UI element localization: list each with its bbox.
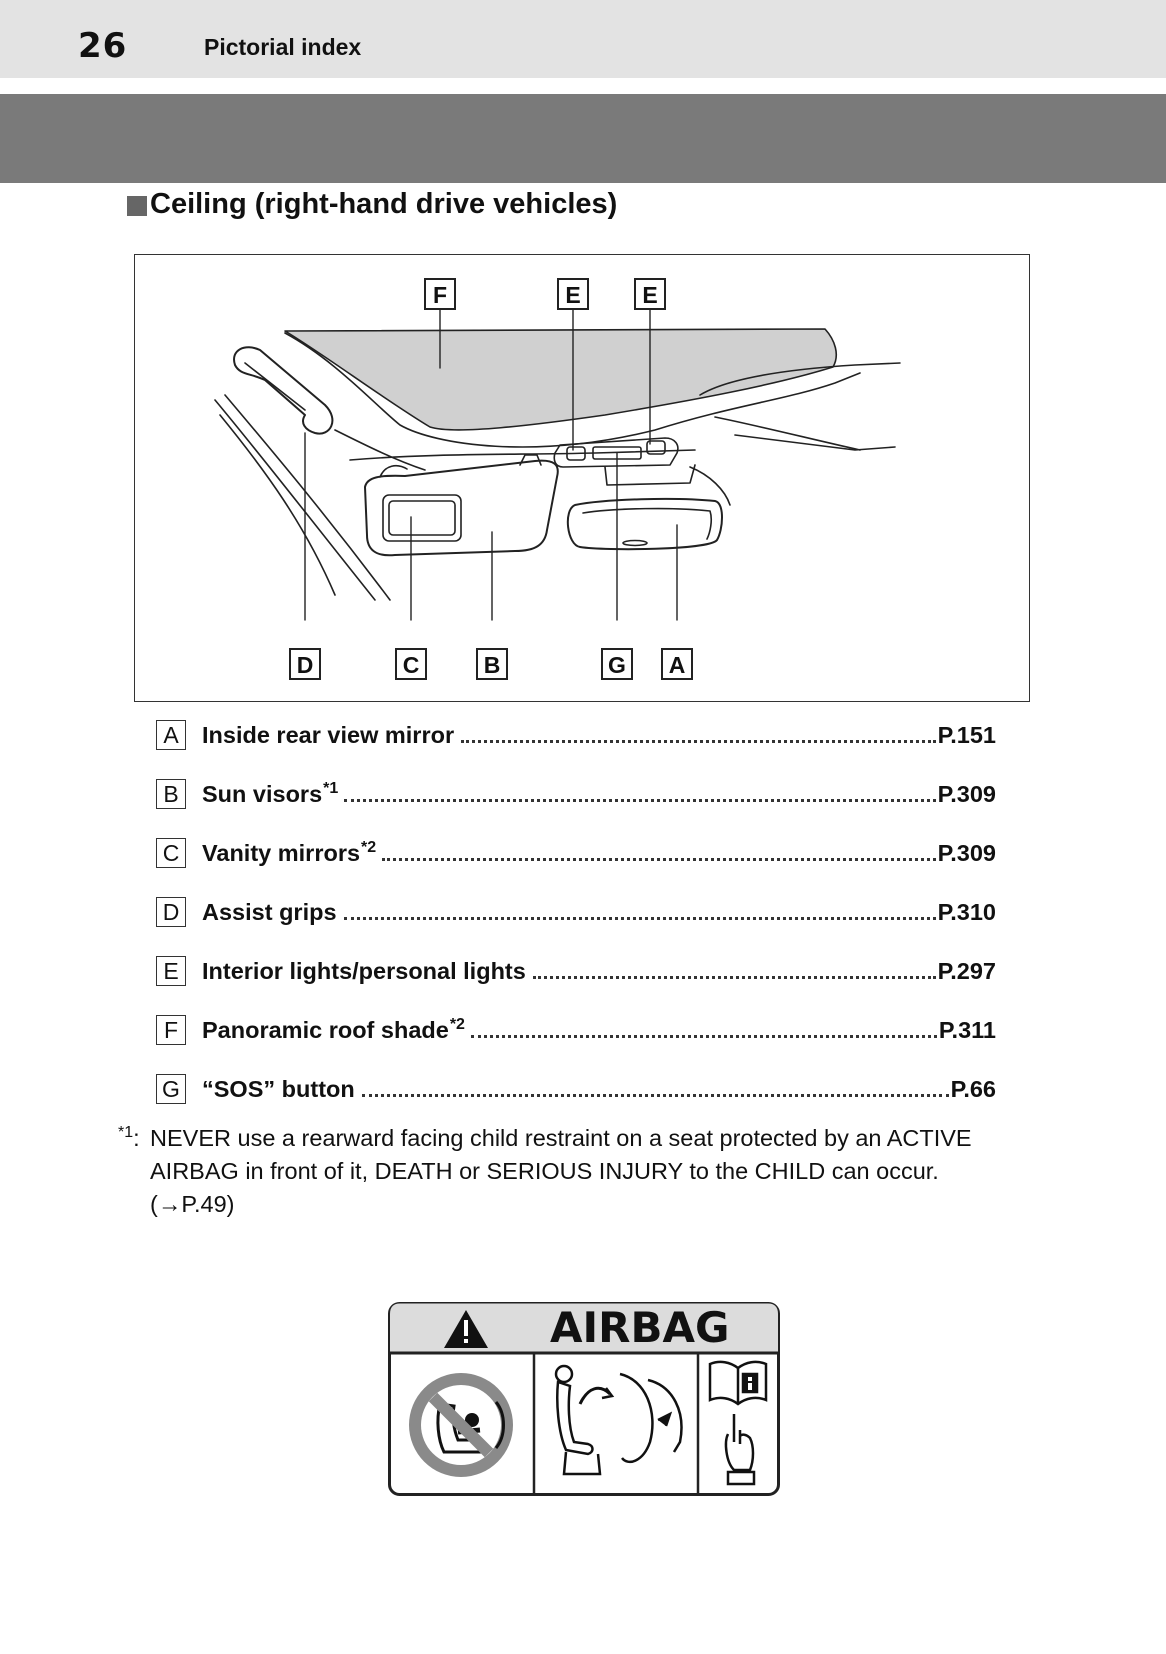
legend-label: Inside rear view mirror xyxy=(202,721,455,748)
legend-label: “SOS” button xyxy=(202,1075,355,1102)
page-number: 26 xyxy=(78,26,128,66)
legend-key: A xyxy=(156,720,186,750)
panoramic-roof-shade xyxy=(285,329,836,430)
legend-label: Panoramic roof shade$^{*2}$ xyxy=(202,1015,465,1043)
legend-item[interactable] xyxy=(156,777,996,811)
legend-key: B xyxy=(156,779,186,809)
figure-label-D: D xyxy=(289,648,321,680)
figure-label-C: C xyxy=(395,648,427,680)
legend-item[interactable] xyxy=(156,718,996,752)
page-reference: P.311 xyxy=(938,1016,996,1043)
leader-dots xyxy=(533,976,936,979)
page-reference: P.310 xyxy=(937,898,996,925)
assist-grip-inner xyxy=(245,363,305,410)
airbag-warning-label xyxy=(388,1302,780,1496)
ceiling-illustration xyxy=(134,254,1030,702)
page-reference: P.66 xyxy=(950,1075,996,1102)
leader-dots xyxy=(471,1035,937,1038)
legend-key: C xyxy=(156,838,186,868)
figure-label-G: G xyxy=(601,648,633,680)
airbag-title: AIRBAG xyxy=(550,1303,730,1352)
legend-item[interactable] xyxy=(156,895,996,929)
legend-label: Assist grips xyxy=(202,898,337,925)
figure-label-E-1: E xyxy=(557,278,589,310)
right-roof-edge xyxy=(715,417,860,450)
figure-label-A: A xyxy=(661,648,693,680)
legend-label: Interior lights/personal lights xyxy=(202,957,526,984)
headliner-curve xyxy=(335,430,425,470)
figure-label-E-2: E xyxy=(634,278,666,310)
page-reference: P.309 xyxy=(937,780,996,807)
legend-item[interactable] xyxy=(156,1013,996,1047)
section-bullet-icon xyxy=(127,196,147,216)
vanity-mirror xyxy=(383,495,461,541)
header-grey-band xyxy=(0,94,1166,183)
page-reference: P.151 xyxy=(937,721,996,748)
leader-dots xyxy=(344,917,936,920)
no-rear-facing-child-seat-icon xyxy=(409,1373,513,1477)
footnote-mark: $^{*1}$: xyxy=(118,1124,140,1151)
leader-dots xyxy=(344,799,935,802)
right-pillar-line xyxy=(735,435,895,450)
legend-item[interactable] xyxy=(156,1072,996,1106)
footnote xyxy=(118,1122,1038,1221)
a-pillar-line-1 xyxy=(215,400,375,600)
footnote-text: NEVER use a rearward facing child restraint on a seat protected by an ACTIVE AIRBAG in front of it, DEATH or SERIOUS INJURY to the CHILD can occur. (→P.49) xyxy=(150,1125,972,1217)
legend-key: D xyxy=(156,897,186,927)
assist-grip xyxy=(234,347,332,433)
console-stem xyxy=(605,465,695,485)
figure-label-B: B xyxy=(476,648,508,680)
mirror-indicator xyxy=(623,541,647,546)
leader-dots xyxy=(382,858,935,861)
legend-key: F xyxy=(156,1015,186,1045)
ceiling-drawing xyxy=(135,255,1028,700)
legend-item[interactable] xyxy=(156,836,996,870)
legend-label: Vanity mirrors$^{*2}$ xyxy=(202,838,377,866)
a-pillar-line-3 xyxy=(220,415,335,595)
legend-label: Sun visors$^{*1}$ xyxy=(202,779,339,807)
section-title-text: Ceiling (right-hand drive vehicles) xyxy=(150,188,618,220)
legend-item[interactable] xyxy=(156,954,996,988)
section-title xyxy=(127,188,617,221)
header-title: Pictorial index xyxy=(204,34,362,60)
vanity-mirror-glass xyxy=(389,501,455,535)
page-reference: P.309 xyxy=(937,839,996,866)
legend-key: G xyxy=(156,1074,186,1104)
figure-label-F: F xyxy=(424,278,456,310)
page-reference: P.297 xyxy=(937,957,996,984)
leader-dots xyxy=(362,1094,949,1097)
leader-dots xyxy=(461,740,936,743)
rear-view-mirror-inner xyxy=(583,509,711,539)
legend-key: E xyxy=(156,956,186,986)
page-header xyxy=(0,0,1166,78)
